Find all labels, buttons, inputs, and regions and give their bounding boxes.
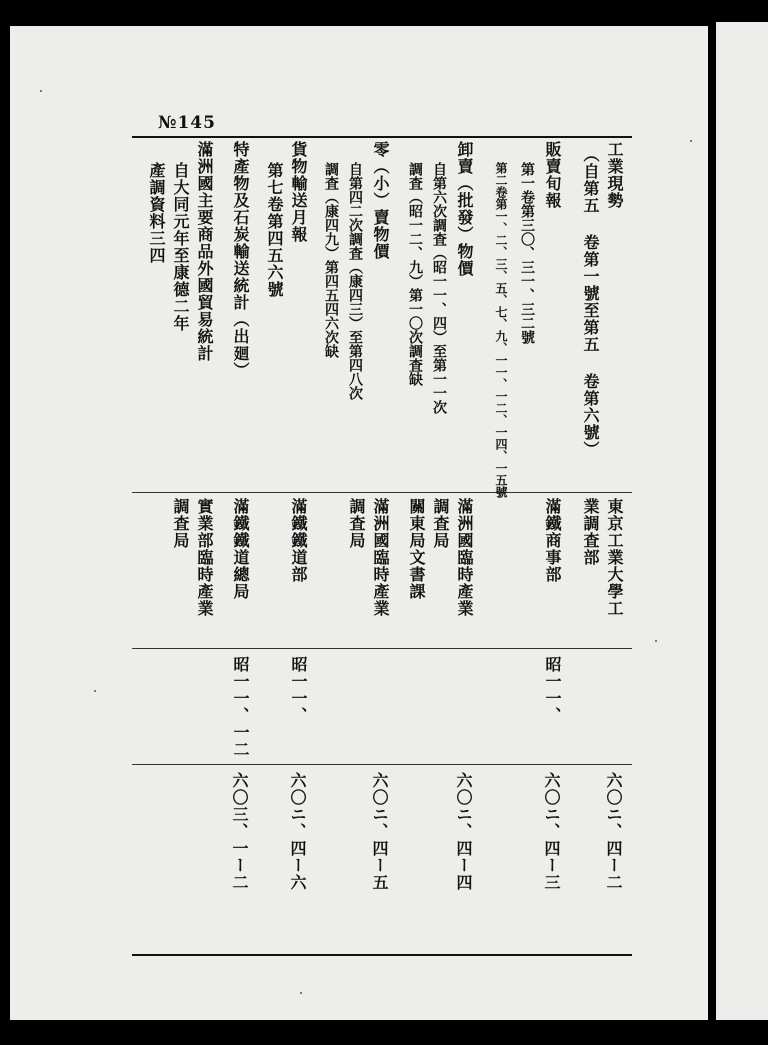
entry-publisher-line: 調査局 (347, 498, 366, 549)
entry-title: 零（小）賣物價 (371, 141, 390, 260)
entry-code: 六〇ニ、四ー二 (604, 772, 623, 891)
book-gutter (708, 0, 716, 1045)
entry-publisher: 滿洲國臨時產業 (371, 498, 390, 617)
scan-speck (94, 690, 96, 692)
column-divider-publisher (132, 648, 632, 649)
entry-title-line: 第七卷第四五六號 (265, 162, 284, 298)
entry-publisher-line: 調査局 (431, 498, 450, 549)
entry-title-line: （自第五 卷第一號至第五 卷第六號） (581, 146, 600, 458)
next-page-edge (716, 22, 768, 1020)
entry-title: 滿洲國主要商品外國貿易統計 (195, 141, 214, 362)
entry-date: 昭一一、一二 (231, 656, 250, 758)
entry-publisher: 滿鐵鐵道部 (289, 498, 308, 583)
entry-code: 六〇ニ、四ー六 (288, 772, 307, 891)
entry-title-line: 第一卷第三〇、三一、三二號 (519, 162, 535, 344)
entry-publisher: 滿洲國臨時產業 (455, 498, 474, 617)
entry-title-line: 調査（昭一二、九）第一〇次調査缺 (407, 162, 423, 386)
entry-publisher-line: 業調査部 (581, 498, 600, 566)
entry-code: 六〇ニ、四ー五 (370, 772, 389, 891)
scan-speck (690, 140, 692, 142)
entry-title: 工業現勢 (605, 141, 624, 209)
entry-title: 卸賣（批發）物價 (455, 141, 474, 277)
entry-code: 六〇ニ、四ー三 (542, 772, 561, 891)
entry-title: 特產物及石炭輸送統計（出廻） (231, 141, 250, 379)
scan-speck (300, 992, 302, 994)
entry-date: 昭一一、 (289, 656, 308, 724)
entry-title-line: 第二卷第一、二、三、五、七、九、一一、一二、一四、一五號 (494, 162, 508, 498)
column-divider-title (132, 492, 632, 493)
entry-date: 昭一一、 (543, 656, 562, 724)
column-divider-date (132, 764, 632, 765)
entry-code: 六〇ニ、四ー四 (454, 772, 473, 891)
entry-publisher-line: 關東局文書課 (407, 498, 426, 600)
entry-publisher: 滿鐵鐵道總局 (231, 498, 250, 600)
entry-title-line: 自第六次調査（昭一一、四）至第一一次 (431, 162, 447, 414)
scan-speck (40, 90, 42, 92)
catalog-number: №145 (158, 113, 216, 133)
entry-publisher-line: 調査局 (171, 498, 190, 549)
entry-title-line: 調査（康四九）第四五四六次缺 (323, 162, 339, 358)
entry-title-line: 自第四二次調査（康四三）至第四八次 (347, 162, 363, 400)
entry-publisher: 實業部臨時產業 (195, 498, 214, 617)
scan-speck (655, 640, 657, 642)
entry-title-line: 自大同元年至康德二年 (171, 162, 190, 332)
entry-publisher: 滿鐵商事部 (543, 498, 562, 583)
entry-title: 貨物輸送月報 (289, 141, 308, 243)
entry-title: 販賣旬報 (543, 141, 562, 209)
entry-publisher: 東京工業大學工 (605, 498, 624, 617)
entry-title-line: 產調資料三四 (147, 162, 166, 264)
entry-code: 六〇三、一ー二 (230, 772, 249, 891)
